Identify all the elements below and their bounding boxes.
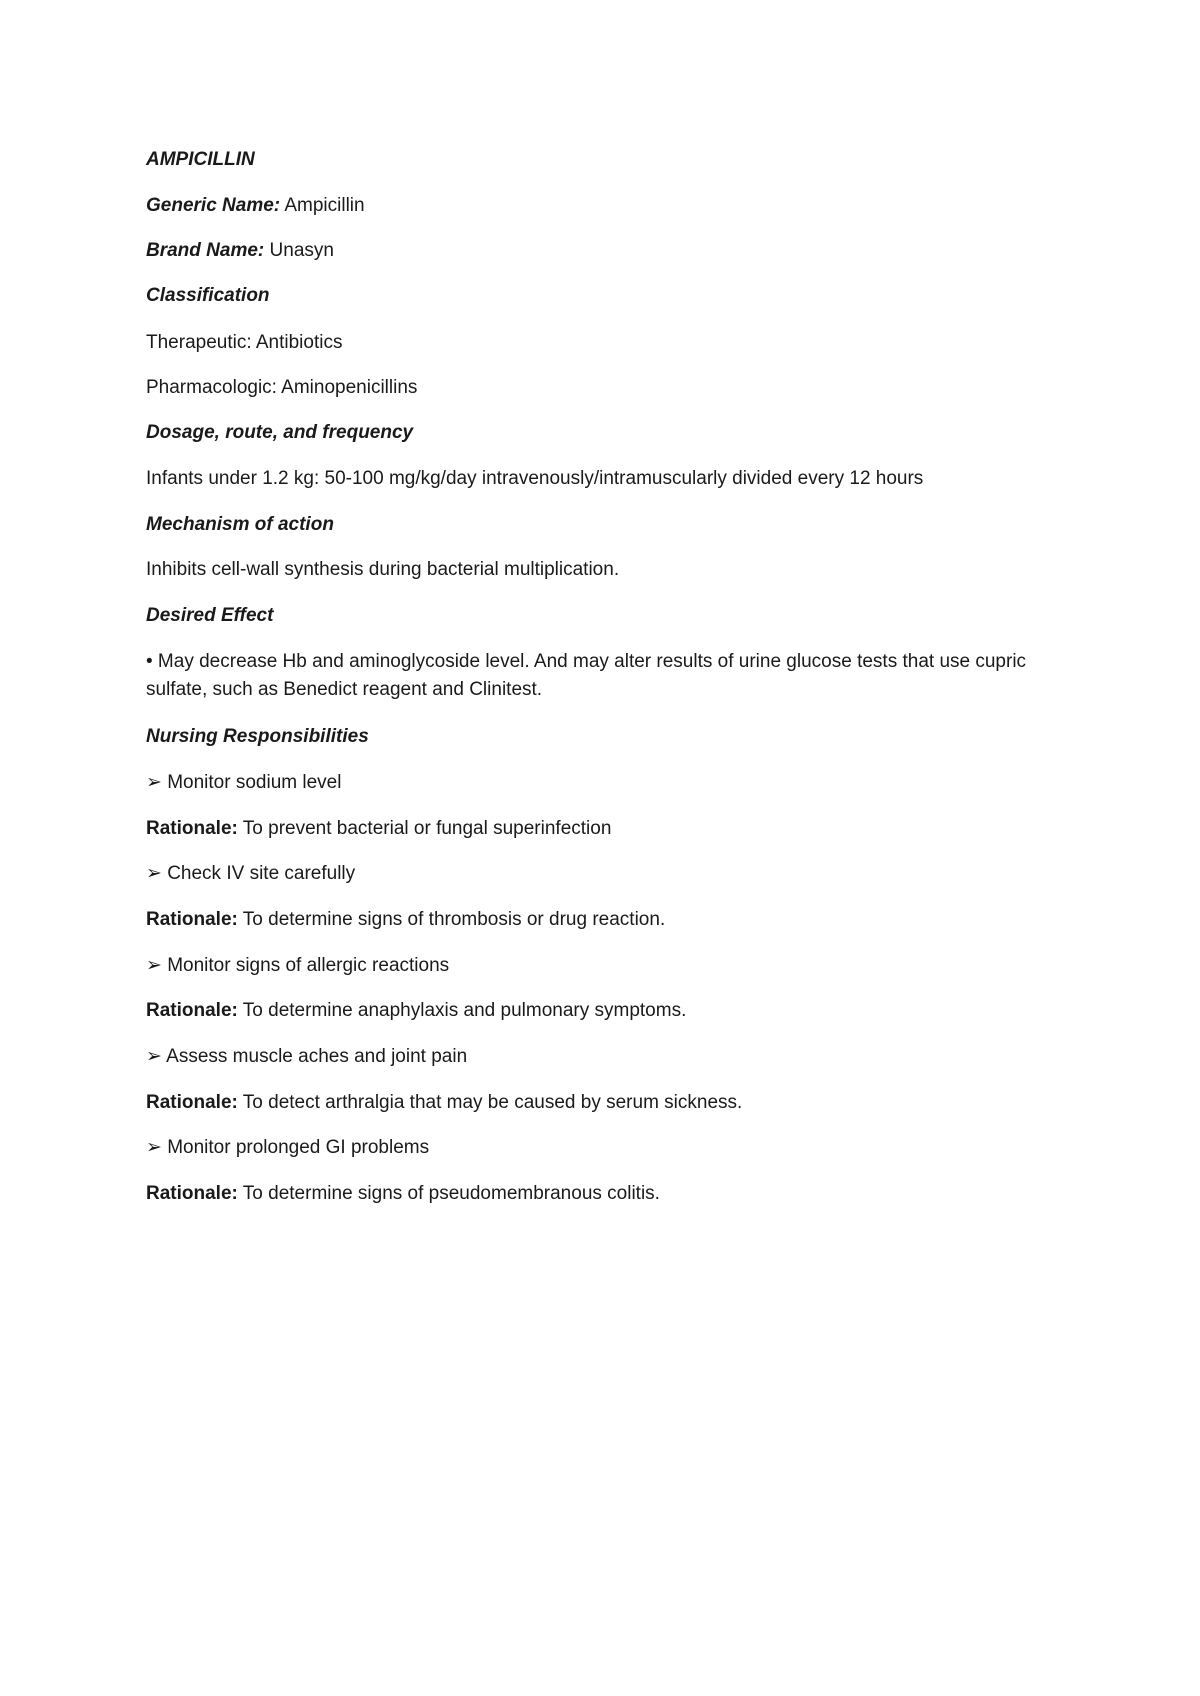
brand-name-value: Unasyn (269, 240, 334, 261)
desired-effect-text: • May decrease Hb and aminoglycoside level. And may alter results of urine glucose tests that use cupric sulfate, such as Benedict reagent and Clinitest. (146, 651, 1027, 700)
rationale-label: Rationale: (146, 1183, 238, 1204)
nursing-action: ➢ Monitor sodium level (146, 772, 342, 793)
mechanism-heading: Mechanism of action (146, 514, 334, 535)
dosage-heading: Dosage, route, and frequency (146, 422, 414, 443)
mechanism-text: Inhibits cell-wall synthesis during bacterial multiplication. (146, 559, 620, 580)
brand-name-line (146, 237, 1050, 265)
rationale-line (146, 997, 1050, 1025)
classification-heading: Classification (146, 285, 270, 306)
rationale-text: To determine signs of pseudomembranous colitis. (242, 1183, 660, 1204)
rationale-label: Rationale: (146, 818, 238, 839)
rationale-label: Rationale: (146, 909, 238, 930)
rationale-line (146, 1089, 1050, 1117)
rationale-line (146, 906, 1050, 934)
desired-effect-heading: Desired Effect (146, 605, 274, 626)
rationale-line (146, 815, 1050, 843)
nursing-action: ➢ Monitor signs of allergic reactions (146, 955, 450, 976)
generic-name-label: Generic Name: (146, 195, 281, 216)
nursing-action: ➢ Monitor prolonged GI problems (146, 1137, 430, 1158)
therapeutic-class: Therapeutic: Antibiotics (146, 332, 343, 353)
rationale-label: Rationale: (146, 1092, 238, 1113)
rationale-text: To determine anaphylaxis and pulmonary symptoms. (242, 1000, 687, 1021)
pharmacologic-class: Pharmacologic: Aminopenicillins (146, 377, 418, 398)
rationale-line (146, 1180, 1050, 1208)
generic-name-line (146, 192, 1050, 220)
generic-name-value: Ampicillin (284, 195, 365, 216)
rationale-text: To determine signs of thrombosis or drug reaction. (242, 909, 666, 930)
nursing-action: ➢ Assess muscle aches and joint pain (146, 1046, 468, 1067)
rationale-text: To detect arthralgia that may be caused by serum sickness. (242, 1092, 743, 1113)
nursing-action: ➢ Check IV site carefully (146, 863, 356, 884)
brand-name-label: Brand Name: (146, 240, 265, 261)
rationale-text: To prevent bacterial or fungal superinfection (242, 818, 612, 839)
drug-title: AMPICILLIN (146, 149, 255, 170)
dosage-text: Infants under 1.2 kg: 50-100 mg/kg/day intravenously/intramuscularly divided every 12 hours (146, 468, 924, 489)
rationale-label: Rationale: (146, 1000, 238, 1021)
nursing-heading: Nursing Responsibilities (146, 726, 369, 747)
